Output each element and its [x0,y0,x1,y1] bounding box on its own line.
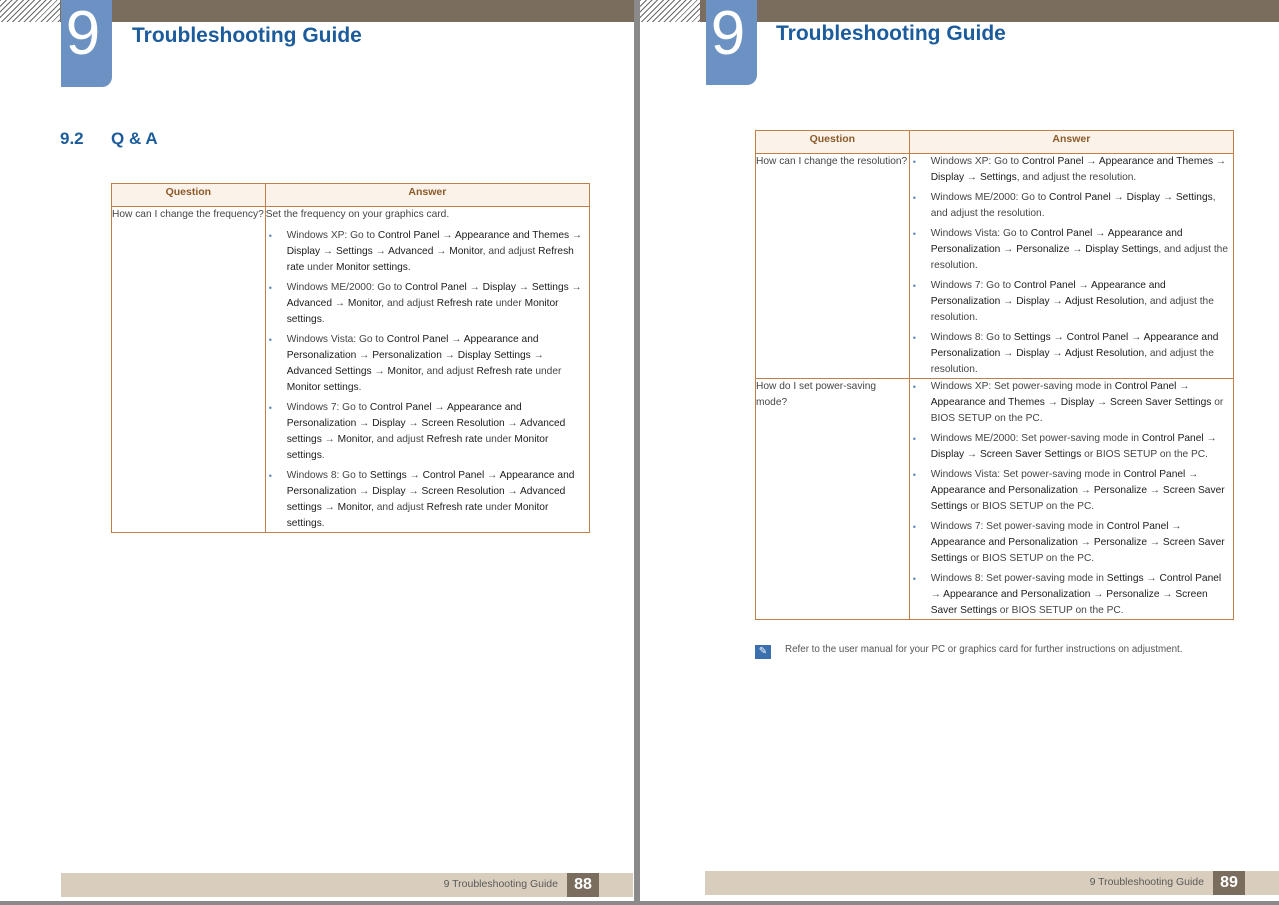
menu-path-term: Refresh rate [476,366,533,377]
answer-text: → [1213,156,1227,167]
menu-path-term: Appearance and Personalization [286,334,539,361]
menu-path-term: Monitor [337,502,372,513]
answer-text: Windows ME/2000: Set power-saving mode in [930,433,1142,444]
menu-path-term: Settings [979,172,1017,183]
answer-text: or BIOS SETUP on the PC. [967,501,1095,512]
chapter-number: 9 [710,0,746,68]
list-item [266,280,589,328]
answer-text: Windows Vista: Go to [930,228,1031,239]
answer-text: → [1185,469,1199,480]
bullet-icon: • [268,403,272,413]
bullet-icon: • [268,283,272,293]
list-item [910,431,1233,463]
menu-path-term: Control Panel [405,282,467,293]
list-item [910,571,1233,619]
answer-text: → [530,350,544,361]
answer-text: , and adjust the resolution. [930,192,1216,219]
menu-path-term: Control Panel [1013,280,1076,291]
section-number: 9.2 [60,129,84,148]
answer-text: → [1000,296,1017,307]
qa-table [111,183,590,533]
menu-path-term: Monitor [337,434,372,445]
answer-text: or BIOS SETUP on the PC. [930,397,1224,424]
answer-cell [265,207,589,533]
answer-text: → [405,486,422,497]
answer-text: , and adjust the resolution. [930,348,1214,375]
answer-text: , and adjust the resolution. [930,296,1214,323]
answer-text: or BIOS SETUP on the PC. [967,553,1095,564]
menu-path-term: Display [1126,192,1161,203]
menu-path-term: Monitor [449,246,483,257]
menu-path-term: Settings [1013,332,1051,343]
bullet-icon: • [268,335,272,345]
menu-path-term: Personalize [1093,537,1148,548]
answer-text: → [1049,348,1065,359]
answer-list [910,379,1233,619]
list-item [266,332,589,396]
menu-path-term: Personalize [1093,485,1148,496]
answer-lead: Set the frequency on your graphics card. [265,209,450,220]
answer-text: , and adjust [420,366,477,377]
answer-text: , and adjust [371,502,427,513]
answer-text: → [1092,228,1108,239]
menu-path-term: Appearance and Themes [930,397,1045,408]
menu-path-term: Refresh rate [426,434,483,445]
bullet-icon: • [912,229,916,239]
bullet-icon: • [912,193,916,203]
answer-text: → [332,298,348,309]
answer-text: → [1143,573,1160,584]
menu-path-term: Display [1016,348,1050,359]
menu-path-term: Control Panel [386,334,449,345]
answer-text: → [1168,521,1182,532]
answer-text: → [1075,280,1091,291]
page-number: 88 [567,873,599,897]
list-item [910,519,1233,567]
menu-path-term: Screen Saver Settings [930,485,1225,512]
menu-path-term: Personalize [1016,244,1070,255]
table-row [756,154,1234,379]
menu-path-term: Monitor settings [286,502,549,529]
answer-text: → [371,366,388,377]
list-item [266,228,589,276]
answer-text: → [1147,537,1163,548]
answer-text: → [406,470,423,481]
menu-path-term: Refresh rate [436,298,493,309]
answer-text: Windows Vista: Go to [286,334,387,345]
menu-path-term: Monitor [387,366,421,377]
menu-path-term: Control Panel [377,230,440,241]
answer-text: → [1077,537,1094,548]
chapter-tab [61,0,112,87]
menu-path-term: Settings [369,470,407,481]
answer-text: → [1000,348,1017,359]
answer-text: → [1176,381,1190,392]
menu-path-term: Monitor [347,298,382,309]
answer-text: → [431,402,447,413]
list-item [910,467,1233,515]
answer-list [910,154,1233,378]
answer-cell [909,154,1233,379]
menu-path-term: Display [930,172,965,183]
table-row [112,207,590,533]
answer-text: , and adjust [381,298,437,309]
answer-text: → [321,434,338,445]
answer-text: , and adjust [482,246,539,257]
answer-text: Windows XP: Go to [286,230,378,241]
list-item [910,190,1233,222]
list-item [910,330,1233,378]
section-title: Q & A [111,129,158,148]
list-item [910,379,1233,427]
menu-path-term: Screen Saver Settings [1110,397,1212,408]
answer-text: Windows 8: Set power-saving mode in [930,573,1107,584]
answer-text: → [1110,192,1127,203]
answer-text: → [321,502,338,513]
answer-text: or BIOS SETUP on the PC. [996,605,1124,616]
bullet-icon: • [912,157,916,167]
list-item [910,278,1233,326]
answer-text: . [321,314,325,325]
answer-text: → [568,282,582,293]
answer-text: → [1094,397,1111,408]
answer-text: Windows ME/2000: Go to [930,192,1050,203]
manual-page-right [640,0,1279,901]
menu-path-term: Advanced [286,298,332,309]
menu-path-term: Screen Resolution [421,486,505,497]
chapter-number: 9 [65,0,101,68]
menu-path-term: Control Panel [1021,156,1084,167]
header-hatch [0,0,60,22]
menu-path-term: Display [930,449,965,460]
answer-text: under [482,502,515,513]
menu-path-term: Display Settings [1085,244,1159,255]
answer-text: → [1159,589,1176,600]
menu-path-term: Monitor settings [286,382,359,393]
answer-text: → [1203,433,1217,444]
menu-path-term: Screen Resolution [421,418,505,429]
answer-text: or BIOS SETUP on the PC. [1081,449,1208,460]
answer-text: under [304,262,336,273]
menu-path-term: Display [372,418,406,429]
answer-text: → [1083,156,1099,167]
menu-path-term: Personalize [1106,589,1160,600]
answer-text: → [1090,589,1107,600]
menu-path-term: Advanced Settings [286,366,372,377]
menu-path-term: Control Panel [1049,192,1111,203]
menu-path-term: Control Panel [1123,469,1186,480]
bullet-icon: • [912,522,916,532]
menu-path-term: Appearance and Personalization [930,228,1183,255]
menu-path-term: Screen Saver Settings [930,537,1225,564]
header-hatch [640,0,700,22]
menu-path-term: Display [1016,296,1050,307]
menu-path-term: Control Panel [1159,573,1222,584]
answer-text: Windows 8: Go to [930,332,1014,343]
answer-header: Answer [265,184,589,207]
manual-page-left [0,0,634,901]
menu-path-term: Advanced settings [286,486,566,513]
answer-text: under [482,434,515,445]
menu-path-term: Control Panel [369,402,432,413]
bullet-icon: • [912,574,916,584]
menu-path-term: Advanced settings [286,418,566,445]
menu-path-term: Settings [1175,192,1213,203]
answer-text: → [504,418,521,429]
list-item [266,400,589,464]
answer-text: → [1044,397,1061,408]
answer-text: → [356,486,373,497]
menu-path-term: Appearance and Personalization [930,485,1078,496]
menu-path-term: Personalization [372,350,442,361]
answer-text: Windows XP: Go to [930,156,1022,167]
answer-text: Windows 7: Set power-saving mode in [930,521,1107,532]
menu-path-term: Settings [531,282,569,293]
menu-path-term: Display [482,282,517,293]
answer-text: → [320,246,336,257]
answer-text: under [532,366,562,377]
menu-path-term: Monitor settings [286,434,549,461]
answer-text: → [356,418,373,429]
menu-path-term: Control Panel [1141,433,1204,444]
answer-text: → [441,350,458,361]
menu-path-term: Display [286,246,321,257]
list-item [266,468,589,532]
answer-text: → [433,246,450,257]
answer-text: → [1049,296,1065,307]
answer-text: . [321,450,325,461]
menu-path-term: Appearance and Personalization [930,280,1166,307]
answer-text: → [372,246,389,257]
answer-text: . [407,262,411,273]
bullet-icon: • [268,231,272,241]
answer-text: Windows 7: Go to [286,402,370,413]
menu-path-term: Adjust Resolution [1064,348,1145,359]
list-item [910,226,1233,274]
bullet-icon: • [268,471,272,481]
answer-text: Windows 8: Go to [286,470,370,481]
answer-text: Windows 7: Go to [930,280,1014,291]
menu-path-term: Screen Saver Settings [930,589,1208,616]
chapter-title: Troubleshooting Guide [776,22,1006,45]
menu-path-term: Control Panel [422,470,485,481]
menu-path-term: Adjust Resolution [1064,296,1145,307]
menu-path-term: Appearance and Personalization [943,589,1091,600]
answer-text: → [1000,244,1017,255]
bullet-icon: • [912,333,916,343]
page-number: 89 [1213,871,1245,895]
menu-path-term: Display Settings [457,350,531,361]
answer-text: → [1128,332,1144,343]
answer-text: → [466,282,483,293]
answer-text: → [569,230,583,241]
answer-text: → [504,486,521,497]
bullet-icon: • [912,434,916,444]
answer-cell [909,379,1233,620]
footer-bar [61,873,633,897]
answer-list [266,228,589,532]
menu-path-term: Control Panel [1030,228,1093,239]
pencil-note-icon: ✎ [755,645,771,659]
menu-path-term: Settings [335,246,373,257]
answer-text: → [448,334,464,345]
menu-path-term: Display [1060,397,1095,408]
answer-header: Answer [909,131,1233,154]
footer-label: 9 Troubleshooting Guide [1089,876,1204,888]
answer-text: → [964,172,980,183]
answer-text: Windows XP: Set power-saving mode in [930,381,1115,392]
answer-text: → [1077,485,1094,496]
list-item [910,154,1233,186]
footer-bar [705,871,1279,895]
qa-table [755,130,1234,620]
question-cell: How do I set power-saving mode? [756,379,910,620]
answer-text: → [405,418,422,429]
answer-text: → [1069,244,1086,255]
question-cell: How can I change the resolution? [756,154,910,379]
footer-label: 9 Troubleshooting Guide [443,878,558,890]
bullet-icon: • [912,470,916,480]
answer-text: , and adjust the resolution. [1016,172,1137,183]
answer-text: → [516,282,532,293]
menu-path-term: Control Panel [1066,332,1129,343]
menu-path-term: Appearance and Personalization [930,332,1219,359]
answer-text: under [492,298,525,309]
question-header: Question [756,131,910,154]
table-row [756,379,1234,620]
menu-path-term: Appearance and Themes [1098,156,1214,167]
menu-path-term: Control Panel [1106,521,1169,532]
menu-path-term: Screen Saver Settings [979,449,1082,460]
question-header: Question [112,184,266,207]
menu-path-term: Display [372,486,406,497]
menu-path-term: Appearance and Personalization [286,402,522,429]
menu-path-term: Monitor settings [286,298,559,325]
chapter-tab [706,0,757,85]
answer-text: → [439,230,455,241]
chapter-title: Troubleshooting Guide [132,24,362,47]
menu-path-term: Monitor settings [335,262,408,273]
menu-path-term: Refresh rate [426,502,483,513]
answer-text: . [321,518,325,529]
bullet-icon: • [912,281,916,291]
answer-text: → [1160,192,1176,203]
menu-path-term: Control Panel [1114,381,1177,392]
menu-path-term: Appearance and Personalization [286,470,575,497]
answer-text: → [484,470,500,481]
bullet-icon: • [912,382,916,392]
menu-path-term: Appearance and Themes [454,230,570,241]
answer-text: Windows Vista: Set power-saving mode in [930,469,1124,480]
question-cell: How can I change the frequency? [112,207,266,533]
menu-path-term: Refresh rate [286,246,574,273]
answer-text: , and adjust [371,434,427,445]
menu-path-term: Appearance and Personalization [930,537,1078,548]
answer-text: → [1050,332,1067,343]
menu-path-term: Advanced [388,246,434,257]
menu-path-term: Settings [1106,573,1144,584]
answer-text: → [356,350,373,361]
answer-text: → [964,449,980,460]
note-text: Refer to the user manual for your PC or graphics card for further instructions on adjustment. [785,644,1183,655]
answer-text: Windows ME/2000: Go to [286,282,406,293]
answer-text: → [1147,485,1163,496]
answer-text: → [930,589,944,600]
answer-text: , and adjust the resolution. [930,244,1229,271]
answer-text: . [358,382,362,393]
